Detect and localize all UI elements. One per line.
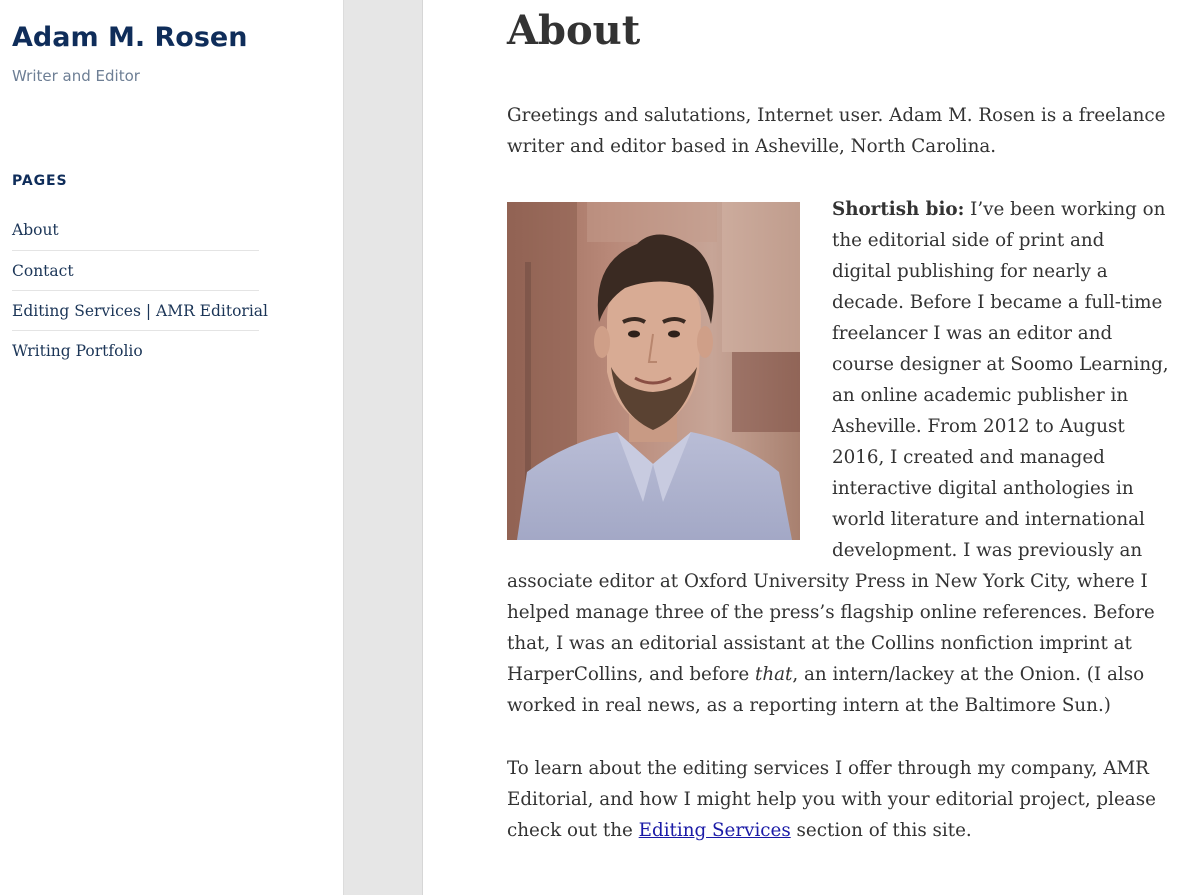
site-description: Writer and Editor (12, 67, 140, 85)
pages-menu (12, 210, 268, 370)
sidebar-item-contact (12, 250, 259, 290)
sidebar (0, 0, 343, 895)
entry-content (507, 100, 1169, 878)
sidebar-link-editing-services[interactable]: Editing Services | AMR Editorial (12, 301, 268, 320)
pages-widget-title: PAGES (12, 173, 68, 189)
bio-label: Shortish bio: (832, 199, 965, 220)
sidebar-item-editing-services (12, 290, 268, 330)
sidebar-gutter (343, 0, 423, 895)
sidebar-link-writing-portfolio[interactable]: Writing Portfolio (12, 341, 143, 360)
services-text-1: To learn about the editing services I offer through my company, AMR Editorial, and how I might help you with your editorial project, please check out the (507, 758, 1156, 841)
bio-text-2: , an intern/lackey at the Onion. (I also worked in real news, as a reporting intern at the Baltimore Sun.) (507, 664, 1145, 716)
services-text-2: section of this site. (790, 820, 972, 841)
sidebar-link-about[interactable]: About (12, 221, 59, 239)
sidebar-link-contact[interactable]: Contact (12, 261, 74, 280)
services-paragraph (507, 753, 1169, 846)
site-title[interactable]: Adam M. Rosen (12, 22, 248, 53)
intro-paragraph (507, 100, 1169, 162)
sidebar-item-about (12, 210, 259, 250)
intro-text: Greetings and salutations, Internet user. Adam M. Rosen is a freelance writer and editor based in Asheville, North Carolina. (507, 105, 1166, 157)
editing-services-link[interactable]: Editing Services (638, 820, 791, 841)
bio-text-1: I’ve been working on the editorial side of print and digital publishing for nearly a decade. Before I became a full-time freelancer I was an editor and course designer at Soomo Learning, an online academic publisher in Asheville. From 2012 to August 2016, I created and managed interactive digital anthologies in world literature and international development. I was previously an associate editor at Oxford University Press in New York City, where I helped manage three of the press’s flagship online references. Before that, I was an editorial assistant at the Collins nonfiction imprint at HarperCollins, and before (507, 199, 1169, 685)
page-title: About (507, 7, 641, 54)
bio-emphasis: that (755, 664, 793, 685)
author-photo (507, 202, 800, 540)
sidebar-item-writing-portfolio (12, 330, 259, 370)
